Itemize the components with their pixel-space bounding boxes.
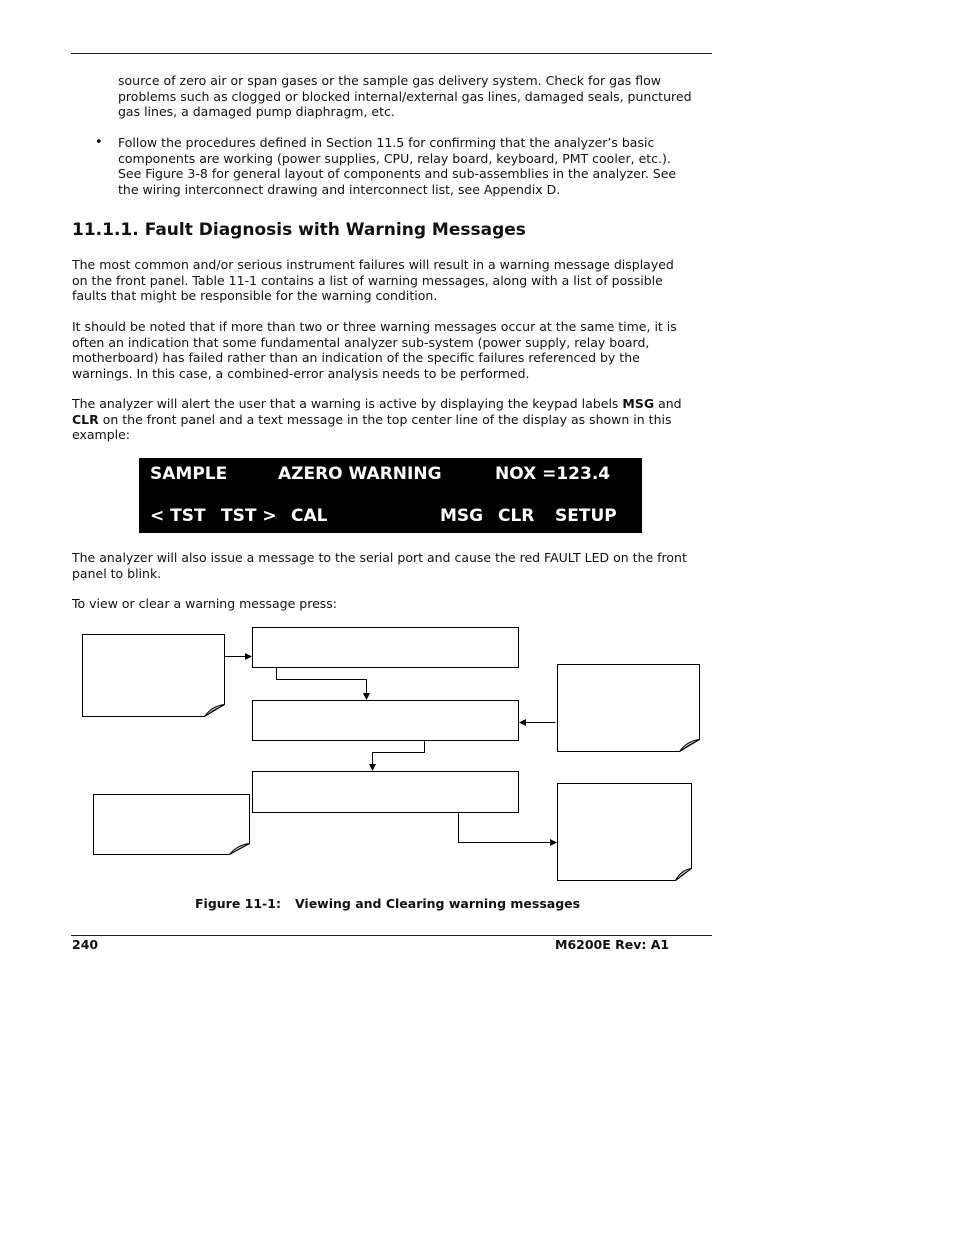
key-cal: CAL bbox=[291, 506, 328, 526]
flow-screen-box-1 bbox=[253, 628, 519, 668]
flow-note-box-4 bbox=[558, 784, 692, 881]
flow-arrow-box2-to-box3 bbox=[373, 741, 425, 771]
paragraph-3-part-c: on the front panel and a text message in the top center line of the display as shown in this example: bbox=[72, 411, 672, 442]
clr-keyword: CLR bbox=[72, 411, 99, 427]
flow-arrow-box3-to-note4 bbox=[459, 813, 557, 843]
section-title: Fault Diagnosis with Warning Messages bbox=[144, 220, 526, 240]
paragraph-5: To view or clear a warning message press: bbox=[72, 596, 337, 611]
flow-note-fold-4 bbox=[676, 869, 692, 881]
msg-keyword: MSG bbox=[622, 396, 655, 411]
flow-note-fold-2 bbox=[680, 740, 700, 752]
key-clr: CLR bbox=[498, 506, 535, 526]
flow-note-box-3 bbox=[94, 795, 250, 855]
flow-screen-box-2 bbox=[253, 701, 519, 741]
page-number: 240 bbox=[72, 937, 99, 952]
footer-rule bbox=[71, 935, 712, 936]
flow-note-box-2 bbox=[558, 665, 700, 752]
intro-continuation: source of zero air or span gases or the sample gas delivery system. Check for gas flow problems such as clogged or blocked internal/external gas lines, damaged seals, punctured gas lines, a damaged pump diaphragm, etc. bbox=[118, 73, 692, 119]
key-msg: MSG bbox=[440, 506, 484, 526]
bullet-symbol: • bbox=[95, 135, 103, 150]
flow-screen-box-3 bbox=[253, 772, 519, 813]
flow-arrow-box1-to-box2 bbox=[277, 668, 367, 700]
figure-title: Viewing and Clearing warning messages bbox=[294, 896, 581, 911]
flow-note-box-1 bbox=[83, 635, 225, 717]
key-tst-right: TST > bbox=[221, 506, 277, 526]
paragraph-3-part-b: and bbox=[654, 396, 682, 411]
figure-caption bbox=[195, 896, 580, 911]
paragraph-3-part-a: The analyzer will alert the user that a warning is active by displaying the keypad labels bbox=[72, 396, 623, 411]
key-setup: SETUP bbox=[555, 506, 617, 526]
flow-note-fold-1 bbox=[205, 705, 225, 717]
display-warning-message: AZERO WARNING bbox=[278, 464, 442, 484]
paragraph-4: The analyzer will also issue a message to the serial port and cause the red FAULT LED on the front panel to blink. bbox=[72, 550, 687, 581]
paragraph-1: The most common and/or serious instrument failures will result in a warning message displayed on the front panel. Table 11-1 contains a list of warning messages, along with a list of possible faults that might be responsible for the warning condition. bbox=[72, 257, 674, 303]
display-mode: SAMPLE bbox=[150, 464, 228, 484]
paragraph-2: It should be noted that if more than two or three warning messages occur at the same time, it is often an indication that some fundamental analyzer sub-system (power supply, relay board, motherboard) has failed rather than an indication of the specific failures referenced by the warnings. In this case, a combined-error analysis needs to be performed. bbox=[72, 319, 677, 381]
flow-note-fold-3 bbox=[230, 844, 250, 855]
display-reading: NOX =123.4 bbox=[495, 464, 611, 484]
key-tst-left: < TST bbox=[150, 506, 206, 526]
section-number: 11.1.1. bbox=[72, 220, 139, 240]
figure-number: Figure 11-1: bbox=[195, 896, 281, 911]
bullet-text: Follow the procedures defined in Section 11.5 for confirming that the analyzer’s basic components are working (power supplies, CPU, relay board, keyboard, PMT cooler, etc.). See Figure 3-8 for general layout of components and sub-assemblies in the analyzer. See the wiring interconnect drawing and interconnect list, see Appendix D. bbox=[118, 135, 677, 197]
document-revision: M6200E Rev: A1 bbox=[555, 937, 670, 952]
